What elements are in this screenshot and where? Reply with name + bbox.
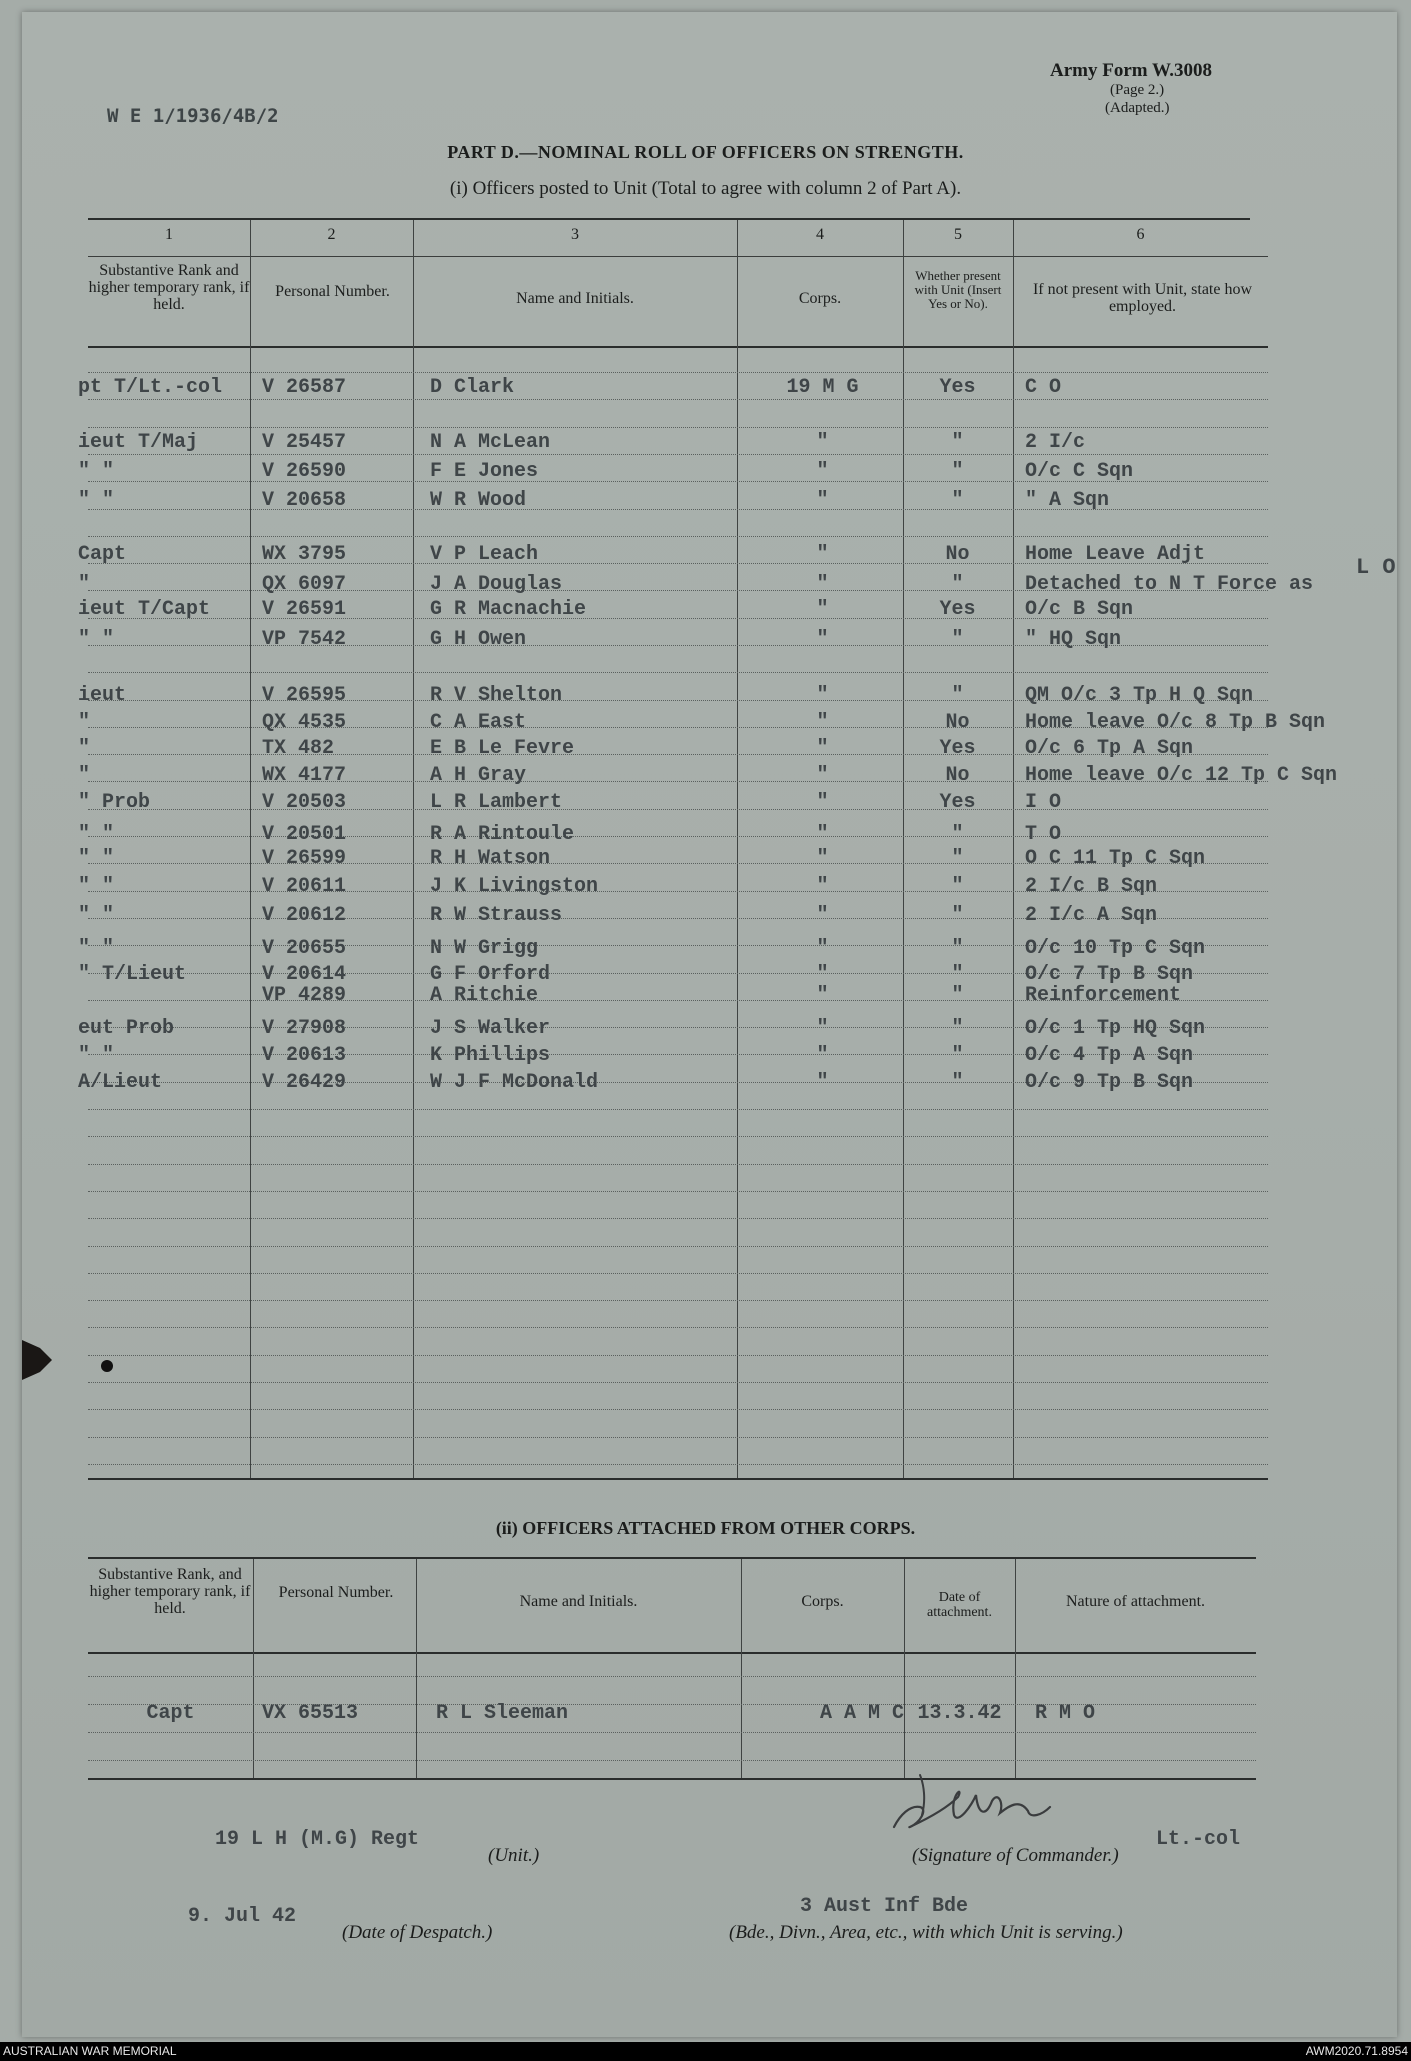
cell-corps: ": [816, 963, 829, 986]
form-page: (Page 2.): [1110, 82, 1165, 98]
cell-rank: " ": [78, 628, 115, 651]
cell-employed: " A Sqn: [1025, 489, 1110, 512]
cell-name: E B Le Fevre: [430, 737, 575, 760]
cell-present: ": [951, 847, 964, 870]
cell-corps: ": [816, 684, 829, 707]
cell-employed: O/c 1 Tp HQ Sqn: [1025, 1017, 1206, 1040]
ruled-line: [88, 1246, 1268, 1247]
col-number-6: 6: [1136, 226, 1145, 243]
cell-corps: ": [816, 791, 829, 814]
commander-signature: [880, 1745, 1120, 1845]
table1-number-rule: [88, 256, 1268, 257]
cell-employed: 2 I/c A Sqn: [1025, 904, 1158, 927]
cell-name: J A Douglas: [430, 573, 563, 596]
cell-rank: ": [78, 737, 91, 760]
cell-present: ": [951, 431, 964, 454]
cell-name: R A Rintoule: [430, 823, 575, 846]
cell-present: ": [951, 984, 964, 1007]
cell-employed: Home leave O/c 12 Tp C Sqn: [1025, 764, 1338, 787]
margin-note: L O: [1356, 555, 1396, 580]
cell-name: A H Gray: [430, 764, 527, 787]
cell-date: 13.3.42: [917, 1702, 1002, 1725]
cell-corps: 19 M G: [786, 376, 859, 399]
cell-number: V 26590: [262, 460, 347, 483]
cell-rank: " ": [78, 823, 115, 846]
ruled-line: [88, 1732, 1256, 1733]
col-number-3: 3: [571, 226, 579, 243]
cell-number: WX 3795: [262, 543, 347, 566]
cell-employed: O/c 6 Tp A Sqn: [1025, 737, 1194, 760]
cell-employed: T O: [1025, 823, 1062, 846]
table1-top-rule: [88, 218, 1250, 220]
cell-corps: ": [816, 598, 829, 621]
cell-rank: Capt: [146, 1702, 195, 1725]
cell-present: Yes: [939, 791, 976, 814]
cell-corps: ": [816, 937, 829, 960]
ruled-line: [88, 1409, 1268, 1410]
cell-name: G H Owen: [430, 628, 527, 651]
bde-label: (Bde., Divn., Area, etc., with which Unit is serving.): [729, 1922, 1123, 1943]
table2-header-nature: Nature of attachment.: [1065, 1593, 1206, 1610]
bde-value: 3 Aust Inf Bde: [800, 1895, 969, 1918]
ruled-line: [88, 1300, 1268, 1301]
cell-number: V 26429: [262, 1071, 347, 1094]
cell-employed: C O: [1025, 376, 1062, 399]
credit-bar: [0, 2042, 1411, 2061]
cell-present: Yes: [939, 376, 976, 399]
cell-employed: I O: [1025, 791, 1062, 814]
cell-present: Yes: [939, 598, 976, 621]
cell-rank: " ": [78, 1044, 115, 1067]
table2-header-rank: Substantive Rank, and higher temporary rank, if held.: [89, 1566, 251, 1617]
ruled-line: [88, 1437, 1268, 1438]
cell-corps: ": [816, 823, 829, 846]
col-header-number: Personal Number.: [275, 283, 390, 300]
ruled-line: [88, 427, 1268, 428]
cell-corps: ": [816, 1071, 829, 1094]
cell-number: VP 7542: [262, 628, 347, 651]
cell-corps: ": [816, 460, 829, 483]
cell-present: ": [951, 963, 964, 986]
ruled-line: [88, 454, 1268, 455]
cell-present: ": [951, 489, 964, 512]
ruled-line: [88, 1382, 1268, 1383]
col-number-5: 5: [954, 226, 962, 243]
form-reference: W E 1/1936/4B/2: [107, 105, 279, 127]
cell-corps: ": [816, 489, 829, 512]
col-header-name: Name and Initials.: [516, 290, 634, 307]
cell-corps: ": [816, 984, 829, 1007]
cell-rank: ": [78, 573, 91, 596]
ruled-line: [88, 536, 1268, 537]
cell-nature: R M O: [1035, 1702, 1096, 1725]
cell-employed: Reinforcement: [1025, 984, 1182, 1007]
ruled-line: [88, 372, 1268, 373]
cell-employed: O/c 7 Tp B Sqn: [1025, 963, 1194, 986]
cell-corps: ": [816, 431, 829, 454]
cell-name: N A McLean: [430, 431, 551, 454]
cell-rank: " ": [78, 847, 115, 870]
part-title: PART D.—NOMINAL ROLL OF OFFICERS ON STRENGTH.: [447, 142, 964, 162]
cell-name: R W Strauss: [430, 904, 563, 927]
cell-present: ": [951, 823, 964, 846]
cell-name: J K Livingston: [430, 875, 599, 898]
cell-employed: Home leave O/c 8 Tp B Sqn: [1025, 711, 1326, 734]
unit-label: (Unit.): [488, 1845, 540, 1866]
credit-right: AWM2020.71.8954: [1305, 2044, 1408, 2058]
cell-rank: " ": [78, 937, 115, 960]
cell-employed: Home Leave Adjt: [1025, 543, 1206, 566]
cell-rank: eut Prob: [78, 1017, 175, 1040]
credit-left: AUSTRALIAN WAR MEMORIAL: [3, 2044, 177, 2058]
part-subtitle: (i) Officers posted to Unit (Total to agree with column 2 of Part A).: [449, 178, 962, 199]
cell-corps: ": [816, 904, 829, 927]
cell-employed: 2 I/c B Sqn: [1025, 875, 1158, 898]
despatch-value: 9. Jul 42: [188, 1905, 297, 1928]
col-header-present: Whether present with Unit (Insert Yes or No).: [914, 268, 1002, 311]
ruled-line: [88, 1218, 1268, 1219]
cell-number: V 26591: [262, 598, 347, 621]
table2-divider-3: [741, 1559, 742, 1778]
cell-rank: ieut T/Capt: [78, 598, 211, 621]
cell-employed: O/c C Sqn: [1025, 460, 1134, 483]
cell-number: QX 4535: [262, 711, 347, 734]
cell-number: V 20658: [262, 489, 347, 512]
table1-divider-3: [737, 220, 738, 1478]
cell-corps: ": [816, 628, 829, 651]
cell-rank: " ": [78, 875, 115, 898]
table2-header-number: Personal Number.: [278, 1584, 394, 1601]
cell-number: TX 482: [262, 737, 335, 760]
cell-rank: A/Lieut: [78, 1071, 163, 1094]
cell-number: VX 65513: [262, 1702, 359, 1725]
cell-name: A Ritchie: [430, 984, 539, 1007]
cell-number: V 20614: [262, 963, 347, 986]
cell-rank: Capt: [78, 543, 127, 566]
cell-present: ": [951, 684, 964, 707]
cell-number: WX 4177: [262, 764, 347, 787]
cell-number: V 26595: [262, 684, 347, 707]
table2-header-rule: [88, 1652, 1256, 1654]
cell-name: C A East: [430, 711, 527, 734]
form-adapted: (Adapted.): [1105, 100, 1170, 116]
cell-name: G R Macnachie: [430, 598, 587, 621]
cell-name: D Clark: [430, 376, 515, 399]
unit-value: 19 L H (M.G) Regt: [215, 1828, 420, 1851]
table1-divider-1: [250, 220, 251, 1478]
ruled-line: [88, 1109, 1268, 1110]
cell-name: G F Orford: [430, 963, 551, 986]
cell-employed: " HQ Sqn: [1025, 628, 1122, 651]
cell-number: QX 6097: [262, 573, 347, 596]
cell-employed: O/c B Sqn: [1025, 598, 1134, 621]
cell-present: No: [945, 543, 970, 566]
despatch-label: (Date of Despatch.): [342, 1922, 493, 1943]
table1-divider-5: [1013, 220, 1014, 1478]
cell-corps: ": [816, 1017, 829, 1040]
cell-rank: " ": [78, 489, 115, 512]
cell-present: ": [951, 875, 964, 898]
cell-name: R L Sleeman: [436, 1702, 569, 1725]
col-number-1: 1: [165, 226, 173, 243]
ruled-line: [88, 1676, 1256, 1677]
cell-present: ": [951, 573, 964, 596]
cell-present: ": [951, 1017, 964, 1040]
punch-hole: [101, 1360, 113, 1372]
ruled-line: [88, 1355, 1268, 1356]
cell-corps: A A M C: [819, 1702, 904, 1725]
col-number-4: 4: [816, 226, 824, 243]
cell-number: V 20501: [262, 823, 347, 846]
cell-name: R V Shelton: [430, 684, 563, 707]
ruled-line: [88, 1136, 1268, 1137]
cell-name: N W Grigg: [430, 937, 539, 960]
table2-header-name: Name and Initials.: [519, 1593, 638, 1610]
ruled-line: [88, 1273, 1268, 1274]
table2-title: (ii) OFFICERS ATTACHED FROM OTHER CORPS.: [495, 1518, 916, 1538]
table1-bottom-rule: [88, 1478, 1268, 1480]
cell-rank: " Prob: [78, 791, 151, 814]
cell-employed: QM O/c 3 Tp H Q Sqn: [1025, 684, 1254, 707]
ruled-line: [88, 1191, 1268, 1192]
cell-employed: Detached to N T Force as: [1025, 573, 1314, 596]
cell-present: Yes: [939, 737, 976, 760]
cell-number: V 26599: [262, 847, 347, 870]
cell-rank: " T/Lieut: [78, 963, 187, 986]
cell-rank: " ": [78, 460, 115, 483]
cell-employed: O/c 9 Tp B Sqn: [1025, 1071, 1194, 1094]
ruled-line: [88, 1464, 1268, 1465]
cell-present: No: [945, 764, 970, 787]
cell-number: VP 4289: [262, 984, 347, 1007]
cell-employed: O/c 4 Tp A Sqn: [1025, 1044, 1194, 1067]
cell-number: V 25457: [262, 431, 347, 454]
cell-corps: ": [816, 543, 829, 566]
signature-label: (Signature of Commander.): [912, 1845, 1119, 1866]
cell-corps: ": [816, 711, 829, 734]
ruled-line: [88, 399, 1268, 400]
cell-present: ": [951, 904, 964, 927]
table1-divider-4: [903, 220, 904, 1478]
cell-present: ": [951, 460, 964, 483]
ruled-line: [88, 1327, 1268, 1328]
cell-number: V 20503: [262, 791, 347, 814]
cell-rank: ieut T/Maj: [78, 431, 199, 454]
cell-number: V 26587: [262, 376, 347, 399]
table2-header-corps: Corps.: [801, 1593, 844, 1610]
form-title: Army Form W.3008: [1050, 60, 1213, 81]
col-header-rank: Substantive Rank and higher temporary rank, if held.: [88, 262, 250, 313]
cell-name: R H Watson: [430, 847, 551, 870]
cell-present: No: [945, 711, 970, 734]
cell-number: V 20612: [262, 904, 347, 927]
cell-present: ": [951, 1044, 964, 1067]
cell-present: ": [951, 937, 964, 960]
cell-number: V 20655: [262, 937, 347, 960]
signature-rank: Lt.-col: [1156, 1828, 1241, 1851]
cell-employed: 2 I/c: [1025, 431, 1086, 454]
cell-name: V P Leach: [430, 543, 539, 566]
cell-corps: ": [816, 1044, 829, 1067]
cell-corps: ": [816, 737, 829, 760]
cell-present: ": [951, 628, 964, 651]
cell-rank: ": [78, 711, 91, 734]
col-header-employed: If not present with Unit, state how employed.: [1032, 281, 1253, 315]
cell-employed: O/c 10 Tp C Sqn: [1025, 937, 1206, 960]
cell-rank: ieut: [78, 684, 127, 707]
table2-divider-2: [416, 1559, 417, 1778]
col-header-corps: Corps.: [798, 290, 842, 307]
table2-header-date: Date of attachment.: [927, 1590, 992, 1620]
table1-header-rule: [88, 346, 1268, 348]
cell-name: W J F McDonald: [430, 1071, 599, 1094]
table2-top-rule: [88, 1557, 1256, 1559]
cell-name: K Phillips: [430, 1044, 551, 1067]
cell-name: W R Wood: [430, 489, 527, 512]
cell-corps: ": [816, 875, 829, 898]
cell-name: J S Walker: [430, 1017, 551, 1040]
col-number-2: 2: [327, 226, 336, 243]
cell-name: L R Lambert: [430, 791, 563, 814]
cell-rank: " ": [78, 904, 115, 927]
cell-rank: ": [78, 764, 91, 787]
cell-corps: ": [816, 573, 829, 596]
table1-divider-2: [413, 220, 414, 1478]
cell-corps: ": [816, 847, 829, 870]
ruled-line: [88, 1164, 1268, 1165]
cell-number: V 20611: [262, 875, 347, 898]
cell-employed: O C 11 Tp C Sqn: [1025, 847, 1206, 870]
cell-rank: pt T/Lt.-col: [78, 376, 223, 399]
cell-name: F E Jones: [430, 460, 539, 483]
cell-present: ": [951, 1071, 964, 1094]
cell-number: V 27908: [262, 1017, 347, 1040]
cell-corps: ": [816, 764, 829, 787]
cell-number: V 20613: [262, 1044, 347, 1067]
ruled-line: [88, 672, 1268, 673]
